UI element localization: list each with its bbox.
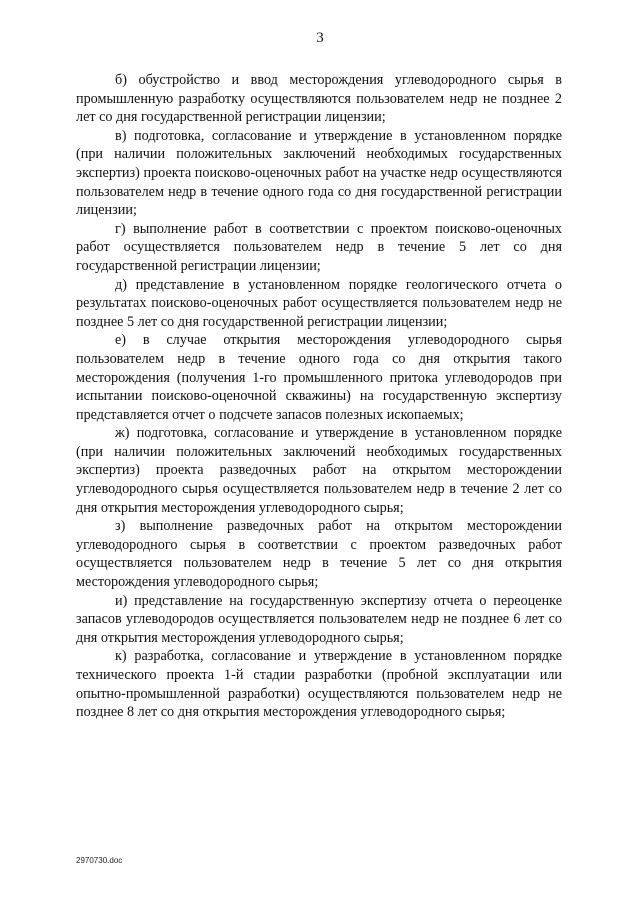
page-number: 3: [316, 30, 324, 46]
paragraph-g: г) выполнение работ в соответствии с проектом поисково-оценочных работ осуществляется пользователем недр в течение 5 лет со дня государственной регистрации лицензии;: [76, 220, 562, 274]
paragraph-i: и) представление на государственную экспертизу отчета о переоценке запасов углеводородов осуществляется пользователем недр не позднее 6 лет со дня открытия месторождения углеводородного сырья;: [76, 592, 562, 646]
paragraph-d: д) представление в установленном порядке геологического отчета о результатах поисково-оценочных работ осуществляется пользователем недр не позднее 5 лет со дня государственной регистрации лицензии;: [76, 276, 562, 330]
paragraph-e: е) в случае открытия месторождения углеводородного сырья пользователем недр в течение одного года со дня открытия такого месторождения (получения 1-го промышленного притока углеводородов при испытании поисково-оценочной скважины) на государственную экспертизу представляется отчет о подсчете запасов полезных ископаемых;: [76, 332, 562, 423]
paragraph-v: в) подготовка, согласование и утверждение в установленном порядке (при наличии положительных заключений необходимых государственных экспертиз) проекта поисково-оценочных работ на участке недр осуществляются пользователем недр в течение одного года со дня государственной регистрации лицензии;: [76, 127, 562, 219]
document-body: [76, 71, 562, 722]
paragraph-k: к) разработка, согласование и утверждение в установленном порядке технического проекта 1-й стадии разработки (пробной эксплуатации или опытно-промышленной разработки) осуществляются пользователем недр не позднее 8 лет со дня открытия месторождения углеводородного сырья;: [76, 648, 562, 721]
paragraph-b: б) обустройство и ввод месторождения углеводородного сырья в промышленную разработку осуществляются пользователем недр не позднее 2 лет со дня государственной регистрации лицензии;: [76, 72, 562, 126]
paragraph-z: з) выполнение разведочных работ на открытом месторождении углеводородного сырья в соответствии с проектом разведочных работ осуществляется пользователем недр в течение 5 лет со дня открытия месторождения углеводородного сырья;: [76, 518, 562, 591]
paragraph-zh: ж) подготовка, согласование и утверждение в установленном порядке (при наличии положительных заключений необходимых государственных экспертиз) проекта разведочных работ на открытом месторождении углеводородного сырья осуществляется пользователем недр в течение 2 лет со дня открытия месторождения углеводородного сырья;: [76, 425, 562, 516]
document-file-code: 2970730.doc: [76, 856, 123, 865]
